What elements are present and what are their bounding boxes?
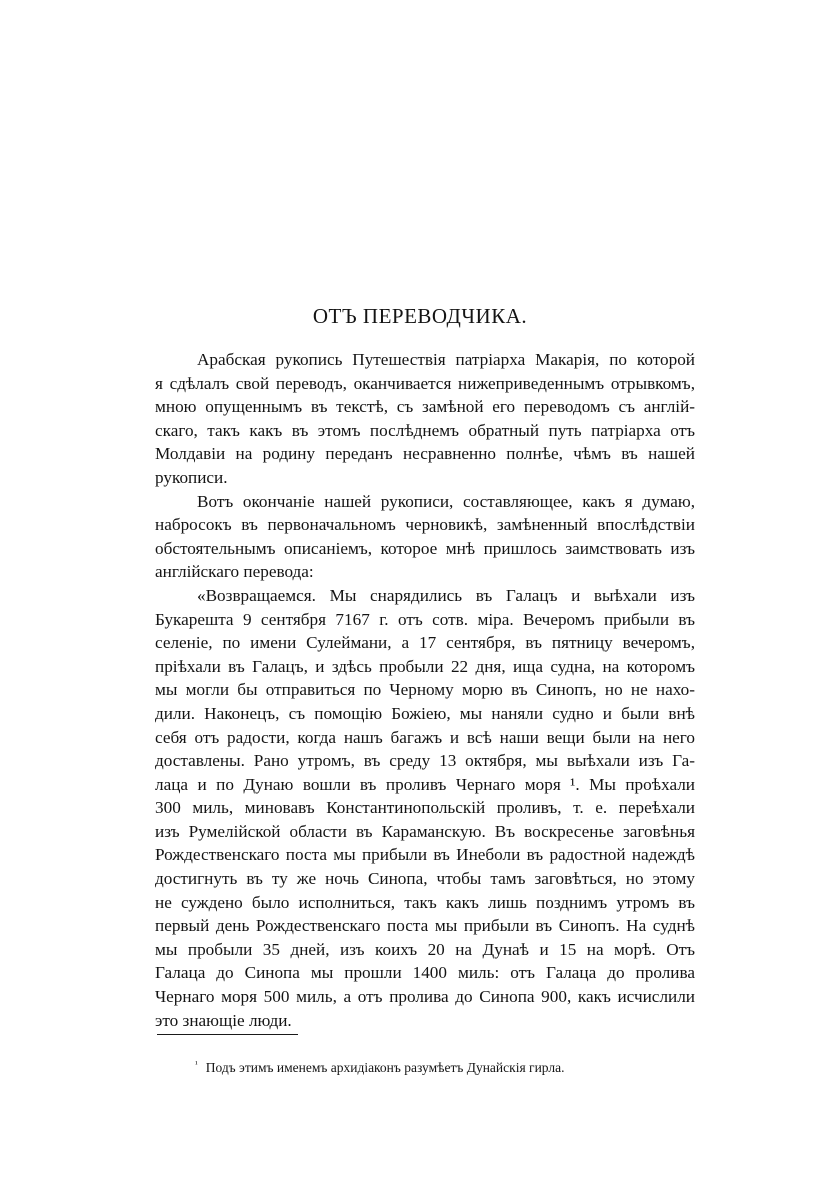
text-line: мы могли бы отправиться по Черному морю въ Синопъ, но не нахо- bbox=[155, 680, 695, 700]
footnote-marker: ¹ bbox=[195, 1059, 198, 1069]
text-line: обстоятельнымъ описаніемъ, которое мнѣ пришлось заимствовать изъ bbox=[155, 538, 695, 558]
text-line: доставлены. Рано утромъ, въ среду 13 октября, мы выѣхали изъ Га- bbox=[155, 751, 695, 771]
text-line: мы пробыли 35 дней, изъ коихъ 20 на Дунаѣ и 15 на морѣ. Отъ bbox=[155, 939, 695, 959]
text-line: дили. Наконецъ, съ помощію Божіею, мы наняли судно и были внѣ bbox=[155, 703, 695, 723]
text-line: «Возвращаемся. Мы снарядились въ Галацъ и выѣхали изъ bbox=[197, 585, 695, 605]
text-line: англійскаго перевода: bbox=[155, 562, 314, 582]
text-line: пріѣхали въ Галацъ, и здѣсь пробыли 22 дня, ища судна, на которомъ bbox=[155, 656, 695, 676]
text-line: Вотъ окончаніе нашей рукописи, составляющее, какъ я думаю, bbox=[197, 491, 695, 511]
text-line: себя отъ радости, когда нашъ багажъ и всѣ наши вещи были на него bbox=[155, 727, 695, 747]
text-line: 300 миль, миновавъ Константинопольскій проливъ, т. е. переѣхали bbox=[155, 798, 695, 818]
text-line: Букарешта 9 сентября 7167 г. отъ сотв. міра. Вечеромъ прибыли въ bbox=[155, 609, 695, 629]
text-line: Арабская рукопись Путешествія патріарха Макарія, по которой bbox=[197, 350, 695, 369]
text-line: селеніе, по имени Сулеймани, а 17 сентября, въ пятницу вечеромъ, bbox=[155, 633, 695, 653]
text-line: скаго, такъ какъ въ этомъ послѣднемъ обратный путь патріарха отъ bbox=[155, 420, 695, 440]
text-line: мною опущеннымъ въ текстѣ, съ замѣной его переводомъ съ англій- bbox=[155, 397, 695, 417]
text-line: Рождественскаго поста мы прибыли въ Инеболи въ радостной надеждѣ bbox=[155, 845, 695, 865]
text-line: лаца и по Дунаю вошли въ проливъ Чернаго моря ¹. Мы проѣхали bbox=[155, 774, 695, 794]
text-line: это знающіе люди. bbox=[155, 1010, 292, 1030]
footnote-rule bbox=[157, 1034, 298, 1035]
text-line: рукописи. bbox=[155, 467, 228, 487]
text-line: достигнуть въ ту же ночь Синопа, чтобы тамъ заговѣться, но этому bbox=[155, 869, 695, 889]
text-line: Чернаго моря 500 миль, а отъ пролива до Синопа 900, какъ исчислили bbox=[155, 987, 695, 1007]
footnote-text: Подъ этимъ именемъ архидіаконъ разумѣетъ Дунайскія гирла. bbox=[205, 1060, 565, 1075]
text-line: набросокъ въ первоначальномъ черновикѣ, замѣненный впослѣдствіи bbox=[155, 515, 695, 535]
text-line: Молдавіи на родину переданъ несравненно полнѣе, чѣмъ въ нашей bbox=[155, 444, 695, 464]
text-line: Галаца до Синопа мы прошли 1400 миль: отъ Галаца до пролива bbox=[155, 963, 695, 983]
page-title: ОТЪ ПЕРЕВОДЧИКА. bbox=[312, 304, 528, 328]
text-line: изъ Румелійской области въ Караманскую. Въ воскресенье заговѣнья bbox=[155, 821, 695, 841]
text-line: не суждено было исполниться, такъ какъ лишь позднимъ утромъ въ bbox=[155, 892, 695, 912]
footnote bbox=[195, 1055, 675, 1077]
body-text bbox=[155, 348, 695, 1032]
text-line: первый день Рождественскаго поста мы прибыли въ Синопъ. На суднѣ bbox=[155, 916, 695, 936]
text-line: я сдѣлалъ свой переводъ, оканчивается нижеприведеннымъ отрывкомъ, bbox=[155, 373, 695, 393]
